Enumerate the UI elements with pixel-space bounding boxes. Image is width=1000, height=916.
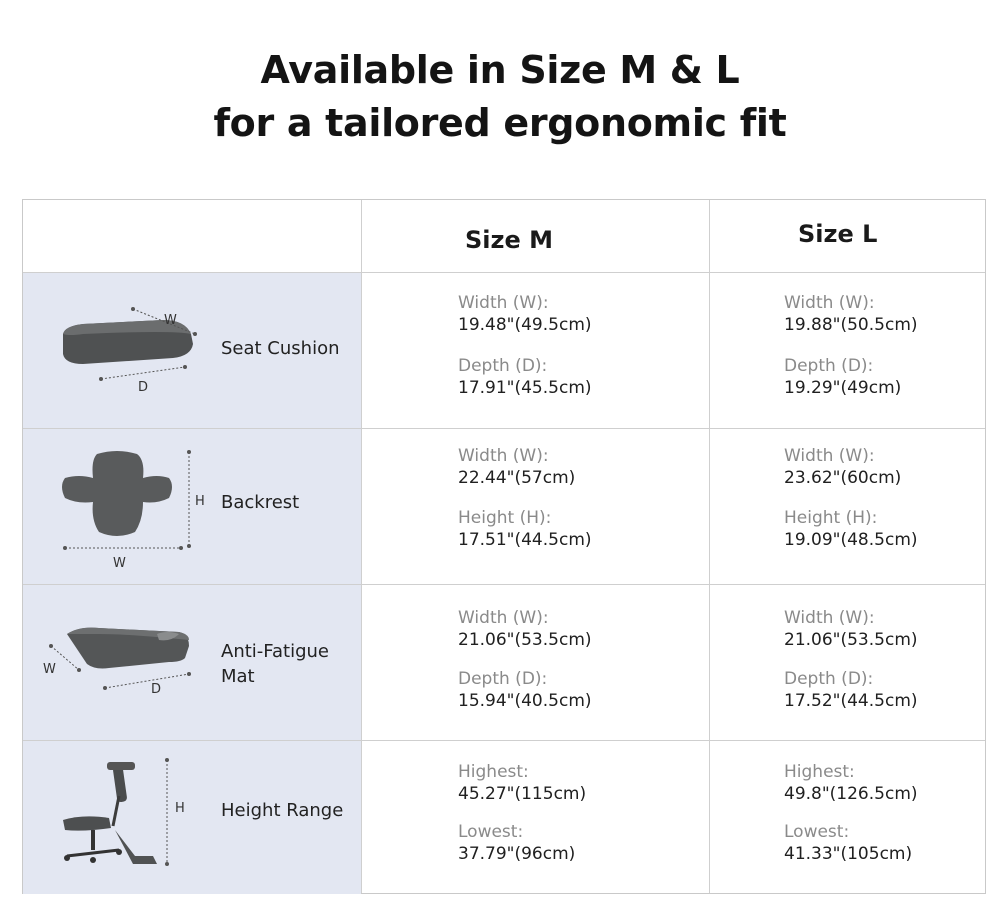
row-divider (23, 740, 985, 741)
spec-key: Width (W): (784, 608, 875, 628)
chair-height-image (53, 756, 183, 876)
spec-key: Width (W): (784, 293, 875, 313)
spec-value: 19.29"(49cm) (784, 378, 902, 398)
spec-value: 45.27"(115cm) (458, 784, 587, 804)
spec-l-backrest-width (784, 445, 901, 489)
backrest-image (57, 448, 197, 552)
spec-value: 15.94"(40.5cm) (458, 691, 592, 711)
column-divider (709, 200, 710, 893)
spec-l-lowest (784, 821, 912, 865)
spec-m-highest (458, 761, 586, 805)
spec-key: Height (H): (784, 508, 878, 528)
spec-value: 19.48"(49.5cm) (458, 315, 592, 335)
spec-value: 22.44"(57cm) (458, 468, 576, 488)
spec-m-seat-depth (458, 355, 592, 399)
row-label-anti-fatigue-line2: Mat (221, 666, 255, 687)
row-label-height-range: Height Range (221, 800, 344, 821)
spec-m-mat-width (458, 607, 592, 651)
spec-m-mat-depth (458, 668, 592, 712)
row-divider (23, 272, 985, 273)
spec-l-seat-depth (784, 355, 901, 399)
spec-l-mat-depth (784, 668, 918, 712)
row-divider (23, 428, 985, 429)
spec-l-mat-width (784, 607, 918, 651)
spec-value: 21.06"(53.5cm) (458, 630, 592, 650)
spec-m-backrest-width (458, 445, 575, 489)
spec-l-backrest-height (784, 507, 918, 551)
column-divider (361, 200, 362, 893)
seat-cushion-image (53, 304, 203, 384)
spec-value: 19.09"(48.5cm) (784, 530, 918, 550)
row-divider (23, 584, 985, 585)
spec-m-seat-width (458, 292, 592, 336)
anti-fatigue-mat-image (39, 618, 199, 694)
spec-key: Lowest: (784, 822, 850, 842)
spec-key: Width (W): (458, 293, 549, 313)
spec-value: 23.62"(60cm) (784, 468, 902, 488)
title-line-2: for a tailored ergonomic fit (213, 101, 787, 145)
spec-value: 49.8"(126.5cm) (784, 784, 918, 804)
spec-value: 17.51"(44.5cm) (458, 530, 592, 550)
spec-m-lowest (458, 821, 575, 865)
spec-value: 41.33"(105cm) (784, 844, 913, 864)
dim-label-h: H (195, 494, 205, 509)
spec-m-backrest-height (458, 507, 592, 551)
dim-label-d: D (151, 682, 162, 697)
spec-key: Lowest: (458, 822, 524, 842)
row-label-backrest: Backrest (221, 492, 300, 513)
size-comparison-table (22, 199, 986, 894)
dim-label-h: H (175, 801, 185, 816)
title-line-1: Available in Size M & L (260, 48, 740, 92)
spec-l-highest (784, 761, 918, 805)
spec-l-seat-width (784, 292, 918, 336)
dim-label-w: W (43, 662, 56, 677)
column-header-size-l: Size L (798, 220, 878, 248)
spec-key: Depth (D): (458, 356, 548, 376)
dim-label-w: W (164, 313, 177, 328)
row-label-seat-cushion: Seat Cushion (221, 338, 340, 359)
dim-label-w: W (113, 556, 126, 571)
spec-key: Depth (D): (458, 669, 548, 689)
spec-key: Width (W): (458, 446, 549, 466)
spec-value: 17.52"(44.5cm) (784, 691, 918, 711)
spec-key: Height (H): (458, 508, 552, 528)
spec-key: Width (W): (458, 608, 549, 628)
spec-key: Width (W): (784, 446, 875, 466)
spec-key: Highest: (458, 762, 529, 782)
row-label-anti-fatigue-line1: Anti-Fatigue (221, 641, 329, 662)
spec-value: 37.79"(96cm) (458, 844, 576, 864)
spec-value: 17.91"(45.5cm) (458, 378, 592, 398)
spec-key: Depth (D): (784, 669, 874, 689)
spec-key: Highest: (784, 762, 855, 782)
dim-label-d: D (138, 380, 149, 395)
spec-value: 21.06"(53.5cm) (784, 630, 918, 650)
spec-value: 19.88"(50.5cm) (784, 315, 918, 335)
column-header-size-m: Size M (465, 226, 553, 254)
spec-key: Depth (D): (784, 356, 874, 376)
